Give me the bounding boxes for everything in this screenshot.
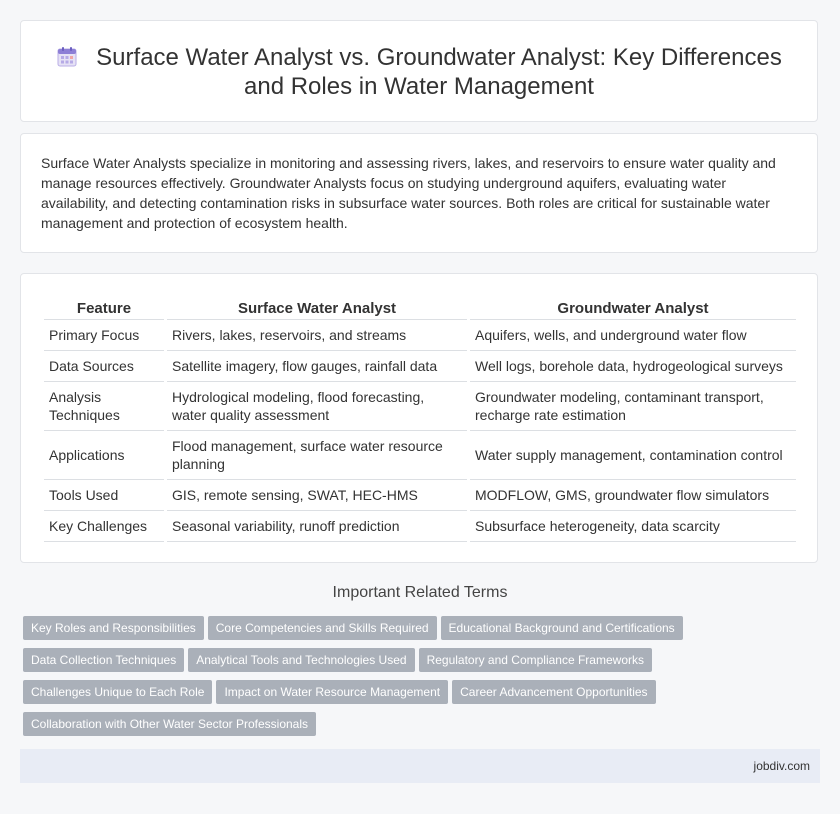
ground-cell: MODFLOW, GMS, groundwater flow simulators: [470, 480, 796, 511]
related-term-tag[interactable]: Analytical Tools and Technologies Used: [188, 648, 414, 672]
footer-site-link[interactable]: jobdiv.com: [753, 759, 810, 773]
page-title: [21, 43, 817, 101]
table-row: [44, 431, 796, 480]
table-row: [44, 320, 796, 351]
table-row: [44, 382, 796, 431]
related-term-tag[interactable]: Collaboration with Other Water Sector Professionals: [23, 712, 316, 736]
related-term-tag[interactable]: Impact on Water Resource Management: [216, 680, 448, 704]
header-feature: Feature: [44, 294, 164, 320]
header-groundwater: Groundwater Analyst: [470, 294, 796, 320]
ground-cell: Groundwater modeling, contaminant transport, recharge rate estimation: [470, 382, 796, 431]
related-terms-list: [23, 616, 823, 744]
ground-cell: Aquifers, wells, and underground water flow: [470, 320, 796, 351]
footer: [20, 749, 820, 783]
feature-cell: Applications: [44, 431, 164, 480]
related-term-tag[interactable]: Core Competencies and Skills Required: [208, 616, 437, 640]
related-term-tag[interactable]: Key Roles and Responsibilities: [23, 616, 204, 640]
feature-cell: Primary Focus: [44, 320, 164, 351]
related-term-tag[interactable]: Regulatory and Compliance Frameworks: [419, 648, 652, 672]
feature-cell: Analysis Techniques: [44, 382, 164, 431]
feature-cell: Tools Used: [44, 480, 164, 511]
intro-card: [20, 133, 818, 253]
title-line-2: and Roles in Water Management: [244, 73, 594, 100]
feature-cell: Key Challenges: [44, 511, 164, 542]
comparison-card: [20, 273, 818, 563]
title-card: [20, 20, 818, 122]
related-term-tag[interactable]: Career Advancement Opportunities: [452, 680, 655, 704]
ground-cell: Water supply management, contamination control: [470, 431, 796, 480]
ground-cell: Well logs, borehole data, hydrogeological surveys: [470, 351, 796, 382]
ground-cell: Subsurface heterogeneity, data scarcity: [470, 511, 796, 542]
surface-cell: GIS, remote sensing, SWAT, HEC-HMS: [167, 480, 467, 511]
surface-cell: Seasonal variability, runoff prediction: [167, 511, 467, 542]
calendar-icon: [56, 46, 78, 68]
surface-cell: Flood management, surface water resource planning: [167, 431, 467, 480]
header-surface-water: Surface Water Analyst: [167, 294, 467, 320]
feature-cell: Data Sources: [44, 351, 164, 382]
surface-cell: Rivers, lakes, reservoirs, and streams: [167, 320, 467, 351]
related-term-tag[interactable]: Data Collection Techniques: [23, 648, 184, 672]
related-terms-title: Important Related Terms: [332, 584, 508, 601]
related-term-tag[interactable]: Challenges Unique to Each Role: [23, 680, 212, 704]
title-line-1: Surface Water Analyst vs. Groundwater Analyst: Key Differences: [96, 44, 782, 71]
related-term-tag[interactable]: Educational Background and Certifications: [441, 616, 683, 640]
table-row: [44, 351, 796, 382]
table-row: [44, 480, 796, 511]
table-row: [44, 511, 796, 542]
intro-paragraph: Surface Water Analysts specialize in monitoring and assessing rivers, lakes, and reservoirs to ensure water quality and manage resources effectively. Groundwater Analysts focus on studying underground aquifers, evaluating water availability, and detecting contamination risks in subsurface water sources. Both roles are critical for sustainable water management and protection of ecosystem health.: [41, 155, 776, 231]
comparison-table: [41, 294, 799, 542]
table-header-row: [44, 294, 796, 320]
surface-cell: Satellite imagery, flow gauges, rainfall data: [167, 351, 467, 382]
surface-cell: Hydrological modeling, flood forecasting, water quality assessment: [167, 382, 467, 431]
